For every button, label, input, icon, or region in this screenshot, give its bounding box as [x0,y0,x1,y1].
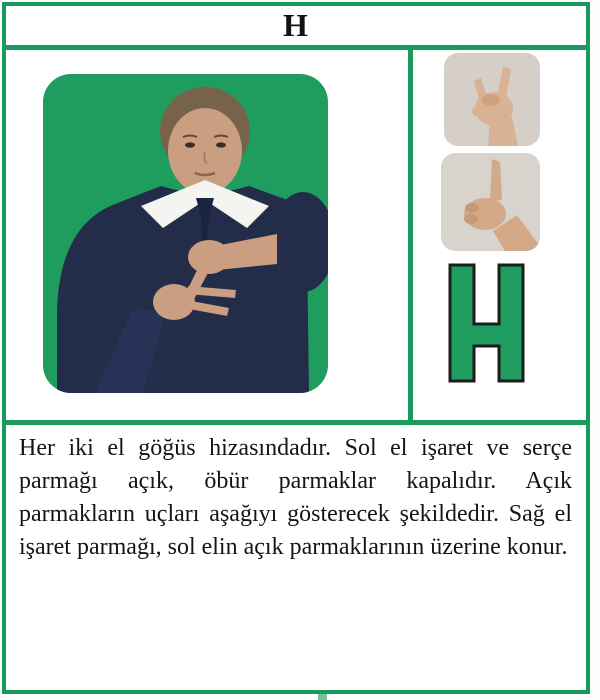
description-panel [6,420,586,680]
person-signing-illustration [43,74,328,393]
sign-language-card [2,2,590,694]
letter-h-graphic [448,263,525,383]
letter-h-shape [448,263,525,383]
horns-hand-icon [444,53,540,146]
right-column [408,50,586,420]
main-photo-cell [6,50,408,420]
hand-photo-top [444,53,540,146]
main-sign-photo [43,74,328,393]
description-text: Her iki el göğüs hizasındadır. Sol el işaret ve serçe parmağı açık, öbür parmaklar kapalıdır. Açık parmakların uçları aşağıyı gösterecek şekildedir. Sağ el işaret parmağı, sol elin açık parmaklarının üzerine konur. [19,435,572,560]
content-row [6,50,586,420]
card-header [6,6,586,50]
hand-photo-bottom [441,153,540,251]
index-finger-hand-icon [441,153,540,251]
next-row-divider-notch [318,694,327,700]
header-letter: H [283,7,309,43]
